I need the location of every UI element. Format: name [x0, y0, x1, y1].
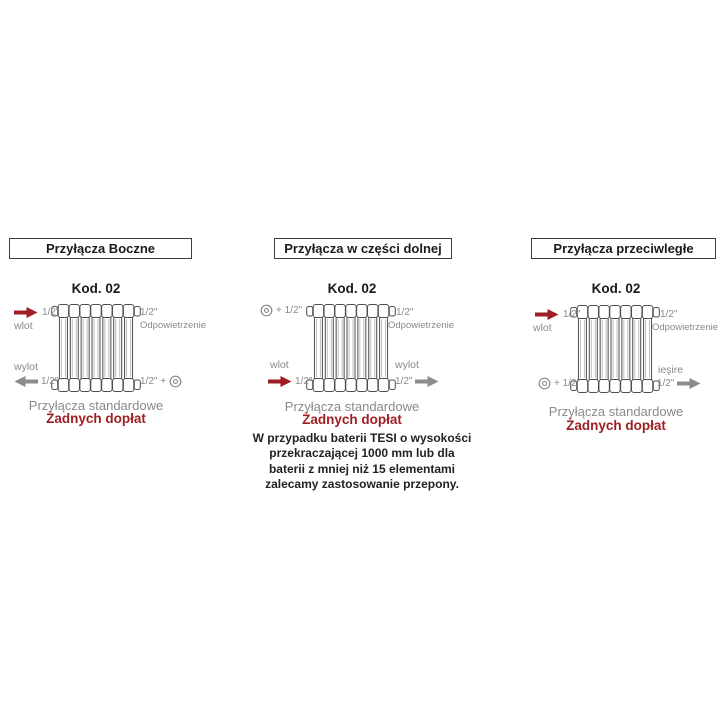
inlet-size-label: 1/2" — [563, 309, 581, 320]
outlet-size-label: 1/2" — [657, 377, 675, 389]
outlet-label: ieşire — [658, 364, 684, 376]
plug-circle-icon — [169, 375, 182, 388]
outlet-label: wylot — [395, 359, 419, 371]
panel-title: Przyłącza Boczne — [45, 241, 156, 256]
panel-title: Przyłącza przeciwległe — [553, 241, 694, 256]
panel-bottom-connections — [240, 0, 480, 720]
vent-size-label: 1/2" — [660, 309, 678, 320]
plug-connection — [260, 304, 302, 317]
model-code: Kod. 02 — [591, 281, 641, 296]
vent-size-label: 1/2" — [140, 307, 158, 318]
plug-connection — [140, 375, 182, 388]
plug-circle-icon — [260, 304, 273, 317]
panel-title-box — [274, 238, 452, 259]
plug-connection — [538, 377, 580, 390]
panel-opposite-connections — [480, 0, 720, 720]
model-code: Kod. 02 — [71, 281, 121, 296]
outlet-connection — [657, 377, 701, 390]
vent-label: Odpowietrzenie — [652, 322, 719, 333]
outlet-arrow-icon — [677, 377, 701, 390]
membrane-note — [252, 431, 472, 492]
inlet-label: wlot — [533, 322, 552, 334]
plug-size-label: + 1/2" — [554, 377, 581, 389]
inlet-arrow-icon — [535, 308, 559, 321]
caption-standard: Przyłącza standardowe — [284, 399, 420, 414]
inlet-size-label: 1/2" — [295, 375, 313, 387]
radiator-drawing — [570, 305, 660, 393]
model-code: Kod. 02 — [327, 281, 377, 296]
plug-circle-icon — [538, 377, 551, 390]
inlet-size-label: 1/2" — [42, 307, 60, 318]
outlet-arrow-icon — [14, 375, 38, 388]
panel-title-box — [9, 238, 192, 259]
outlet-connection — [395, 375, 439, 388]
note-line: zalecamy zastosowanie przepony. — [265, 476, 459, 491]
inlet-connection — [268, 375, 312, 388]
radiator-drawing — [51, 304, 141, 392]
note-line: przekraczającej 1000 mm lub dla — [269, 446, 455, 461]
outlet-arrow-icon — [415, 375, 439, 388]
caption-standard: Przyłącza standardowe — [548, 404, 684, 419]
outlet-label: wylot — [14, 361, 38, 373]
outlet-connection — [14, 375, 58, 388]
panel-side-connections — [0, 0, 240, 720]
inlet-arrow-icon — [268, 375, 292, 388]
caption-no-surcharge: Żadnych dopłat — [566, 418, 666, 433]
outlet-size-label: 1/2" — [41, 375, 59, 387]
note-line: W przypadku baterii TESI o wysokości — [252, 431, 472, 445]
plug-size-label: 1/2" + — [140, 375, 167, 387]
caption-standard: Przyłącza standardowe — [28, 398, 164, 413]
panel-title: Przyłącza w części dolnej — [284, 241, 442, 256]
note-line: baterii z mniej niż 15 elementami — [268, 461, 456, 476]
panel-title-box — [531, 238, 716, 259]
outlet-size-label: 1/2" — [395, 375, 413, 387]
inlet-label: wlot — [270, 359, 289, 371]
inlet-arrow-icon — [14, 306, 38, 319]
caption-no-surcharge: Żadnych dopłat — [302, 412, 402, 427]
radiator-drawing — [306, 304, 396, 392]
vent-label: Odpowietrzenie — [140, 320, 207, 331]
vent-label: Odpowietrzenie — [388, 320, 455, 331]
plug-size-label: + 1/2" — [276, 304, 303, 316]
vent-size-label: 1/2" — [396, 307, 414, 318]
inlet-label: wlot — [14, 320, 33, 332]
caption-no-surcharge: Żadnych dopłat — [46, 411, 146, 426]
